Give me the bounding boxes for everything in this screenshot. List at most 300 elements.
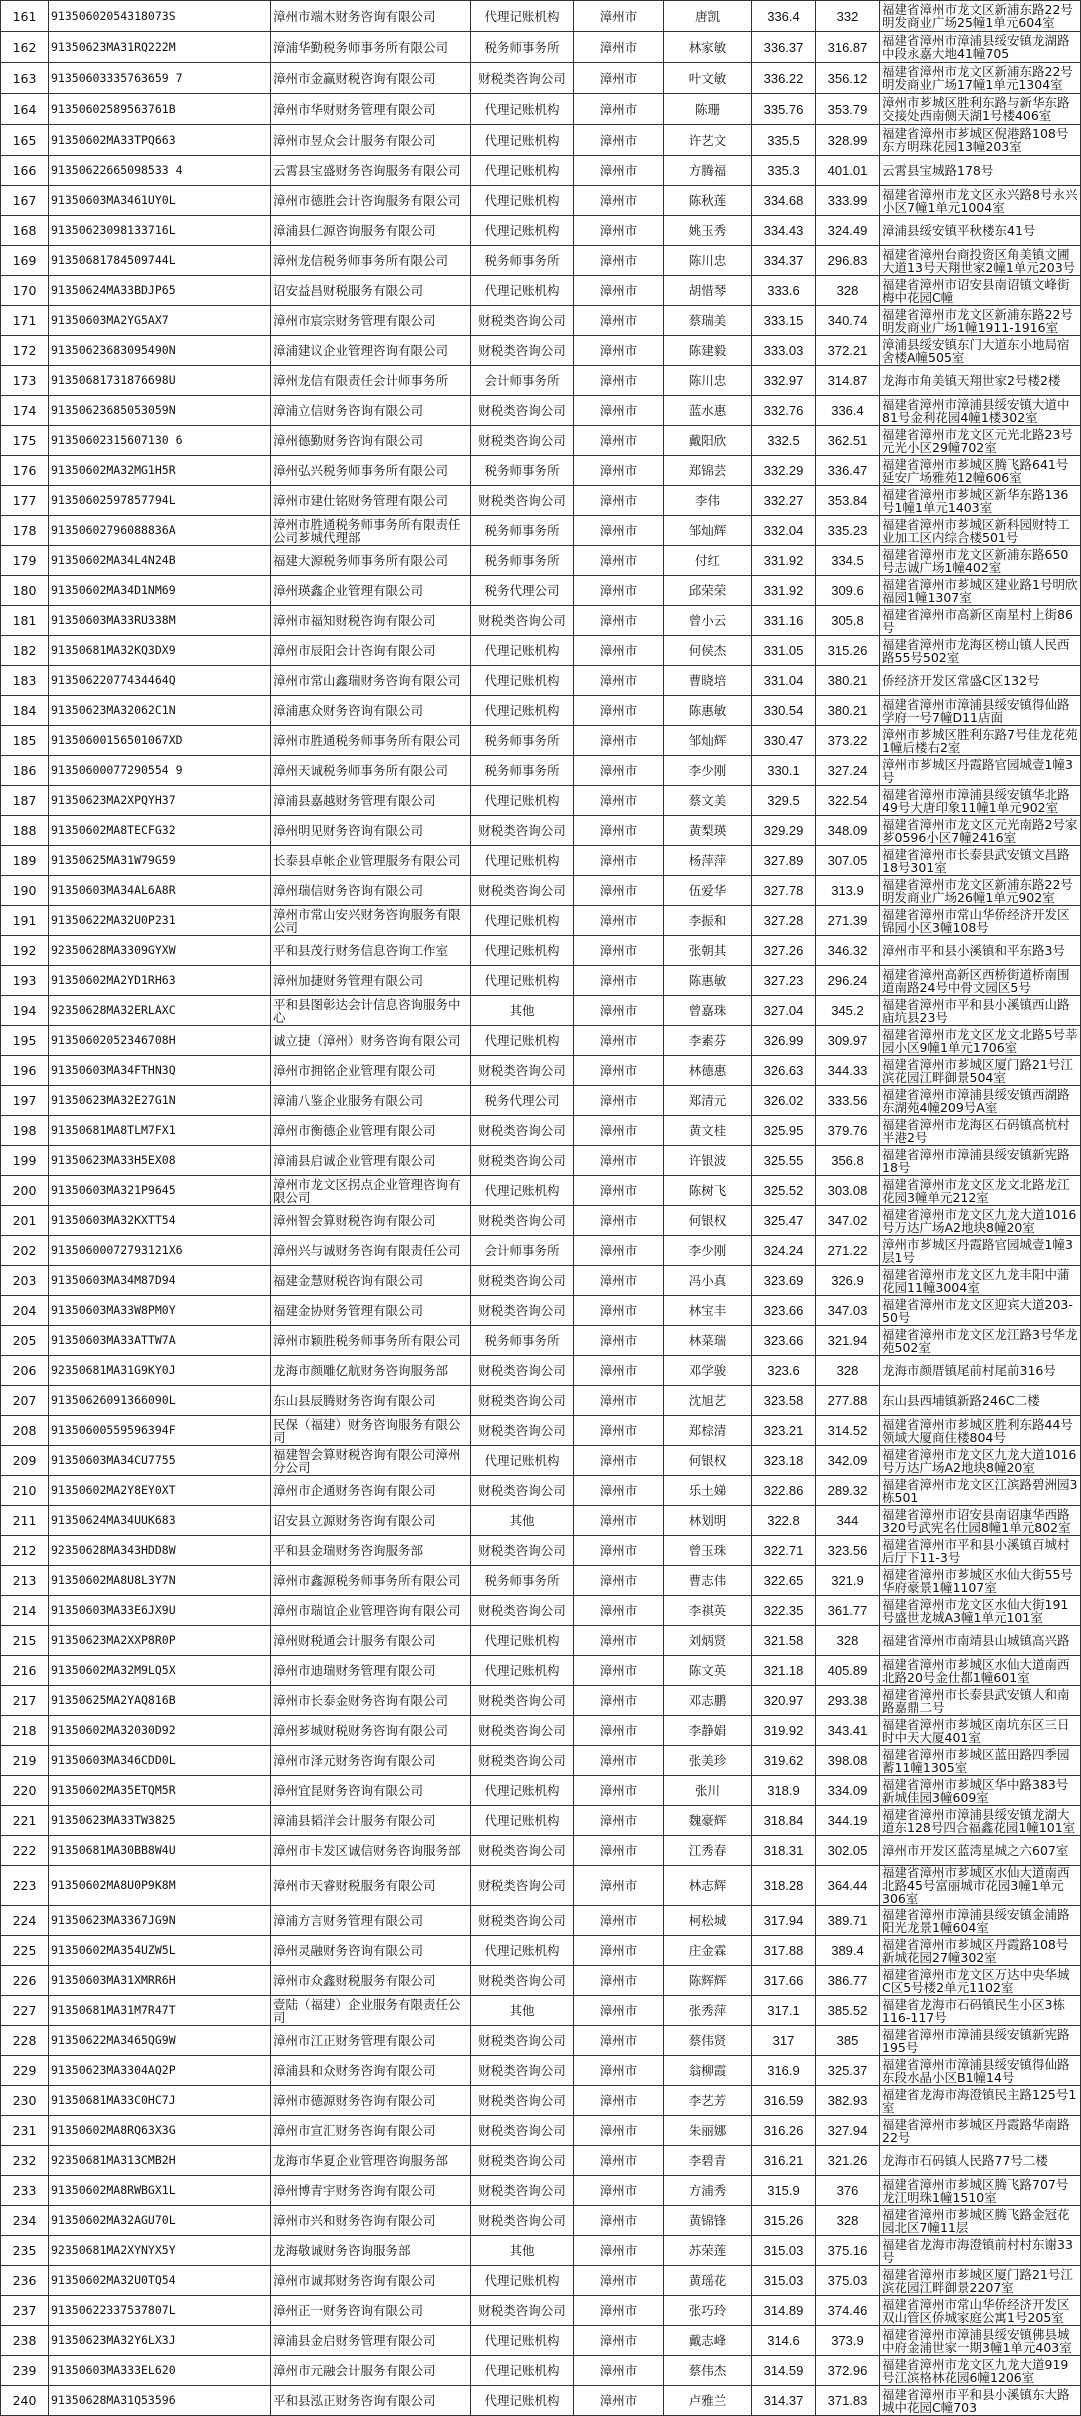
city-cell: 漳州市: [574, 2266, 664, 2296]
credit-code-cell: 91350603MA3461UY0L: [49, 186, 271, 216]
city-cell: 漳州市: [574, 546, 664, 576]
table-row: [1, 606, 1081, 636]
org-type-cell: 财税类咨询公司: [471, 1536, 574, 1566]
address-cell: 福建省漳州市芗城区水仙大街55号华府豪景1幢1107室: [880, 1566, 1081, 1596]
company-name-cell: 漳州市宸宗财务管理有限公司: [271, 306, 471, 336]
table-row: [1, 1906, 1081, 1936]
credit-code-cell: 91350602315607130 6: [49, 426, 271, 456]
city-cell: 漳州市: [574, 1146, 664, 1176]
score-cell: 318.9: [752, 1776, 816, 1806]
table-row: [1, 576, 1081, 606]
person-cell: 江秀春: [664, 1836, 752, 1866]
row-number-cell: 195: [1, 1026, 49, 1056]
company-name-cell: 漳州博青宇财务咨询有限公司: [271, 2176, 471, 2206]
value-cell: 336.4: [816, 396, 880, 426]
table-row: [1, 2236, 1081, 2266]
address-cell: 福建省漳州市芗城区厦门路21号江滨花园江畔御景504室: [880, 1056, 1081, 1086]
address-cell: 福建省漳州市芗城区腾飞路641号延安广场雅苑12幢606室: [880, 456, 1081, 486]
person-cell: 黄梨瑛: [664, 816, 752, 846]
row-number-cell: 207: [1, 1386, 49, 1416]
address-cell: 东山县西埔镇新路246C二楼: [880, 1386, 1081, 1416]
company-name-cell: 漳州市迪瑞财务管理有限公司: [271, 1656, 471, 1686]
table-row: [1, 1936, 1081, 1966]
city-cell: 漳州市: [574, 2026, 664, 2056]
row-number-cell: 238: [1, 2326, 49, 2356]
row-number-cell: 217: [1, 1686, 49, 1716]
address-cell: 漳州市开发区蓝湾星城之六607室: [880, 1836, 1081, 1866]
value-cell: 327.24: [816, 756, 880, 786]
value-cell: 328: [816, 1356, 880, 1386]
city-cell: 漳州市: [574, 1596, 664, 1626]
credit-code-cell: 91350602MA8U8L3Y7N: [49, 1566, 271, 1596]
person-cell: 蔡伟贤: [664, 2026, 752, 2056]
city-cell: 漳州市: [574, 1836, 664, 1866]
person-cell: 苏荣莲: [664, 2236, 752, 2266]
address-cell: 福建省漳州市芗城区华中路383号新城佳园3幢609室: [880, 1776, 1081, 1806]
org-type-cell: 代理记账机构: [471, 1806, 574, 1836]
row-number-cell: 183: [1, 666, 49, 696]
company-name-cell: 漳州宜昆财务咨询有限公司: [271, 1776, 471, 1806]
row-number-cell: 200: [1, 1176, 49, 1206]
score-cell: 333.03: [752, 336, 816, 366]
org-type-cell: 财税类咨询公司: [471, 1866, 574, 1906]
city-cell: 漳州市: [574, 1386, 664, 1416]
score-cell: 331.05: [752, 636, 816, 666]
row-number-cell: 161: [1, 1, 49, 32]
company-name-cell: 漳州市胜通税务师事务所有限公司: [271, 726, 471, 756]
value-cell: 353.84: [816, 486, 880, 516]
score-cell: 331.16: [752, 606, 816, 636]
row-number-cell: 178: [1, 516, 49, 546]
credit-code-cell: 91350624MA34UUK683: [49, 1506, 271, 1536]
address-cell: 福建省漳州市常山华侨经济开发区双山管区侨城家庭公寓1号205室: [880, 2296, 1081, 2326]
table-row: [1, 1776, 1081, 1806]
company-name-cell: 漳州市常山鑫瑞财务咨询有限公司: [271, 666, 471, 696]
company-name-cell: 平和县图彰达会计信息咨询服务中心: [271, 996, 471, 1026]
credit-code-cell: 91350600559596394F: [49, 1416, 271, 1446]
org-type-cell: 财税类咨询公司: [471, 1686, 574, 1716]
person-cell: 伍爱华: [664, 876, 752, 906]
row-number-cell: 172: [1, 336, 49, 366]
org-type-cell: 税务师事务所: [471, 756, 574, 786]
credit-code-cell: 91350623685053059N: [49, 396, 271, 426]
person-cell: 林志辉: [664, 1866, 752, 1906]
row-number-cell: 213: [1, 1566, 49, 1596]
address-cell: 福建省漳州市漳浦县绥安镇华北路49号大唐印象11幢1单元902室: [880, 786, 1081, 816]
credit-code-cell: 91350603335763659 7: [49, 63, 271, 94]
org-type-cell: 代理记账机构: [471, 125, 574, 156]
org-type-cell: 代理记账机构: [471, 2326, 574, 2356]
org-type-cell: 代理记账机构: [471, 1776, 574, 1806]
row-number-cell: 219: [1, 1746, 49, 1776]
company-name-cell: 漳州市瑞谊企业管理咨询有限公司: [271, 1596, 471, 1626]
score-cell: 327.04: [752, 996, 816, 1026]
value-cell: 371.83: [816, 2386, 880, 2416]
person-cell: 何银权: [664, 1446, 752, 1476]
address-cell: 福建省漳州市芗城区南坑东区三日时中天大厦401室: [880, 1716, 1081, 1746]
city-cell: 漳州市: [574, 276, 664, 306]
person-cell: 方腾福: [664, 156, 752, 186]
value-cell: 344.19: [816, 1806, 880, 1836]
org-type-cell: 税务师事务所: [471, 1566, 574, 1596]
org-type-cell: 税务师事务所: [471, 1326, 574, 1356]
org-type-cell: 其他: [471, 1506, 574, 1536]
company-name-cell: 漳州市诚邦财务咨询有限公司: [271, 2266, 471, 2296]
score-cell: 317: [752, 2026, 816, 2056]
company-name-cell: 漳州市辰阳会计咨询有限公司: [271, 636, 471, 666]
company-name-cell: 福建金慧财税咨询有限公司: [271, 1266, 471, 1296]
value-cell: 321.9: [816, 1566, 880, 1596]
company-name-cell: 漳州明见财务咨询有限公司: [271, 816, 471, 846]
value-cell: 382.93: [816, 2086, 880, 2116]
company-name-cell: 长泰县卓帐企业管理服务有限公司: [271, 846, 471, 876]
org-type-cell: 代理记账机构: [471, 846, 574, 876]
org-type-cell: 财税类咨询公司: [471, 63, 574, 94]
value-cell: 305.8: [816, 606, 880, 636]
row-number-cell: 240: [1, 2386, 49, 2416]
address-cell: 福建省漳州市芗城区水仙大道南西北路45号富丽城市花园3幢1单元306室: [880, 1866, 1081, 1906]
org-type-cell: 代理记账机构: [471, 276, 574, 306]
person-cell: 李伟: [664, 486, 752, 516]
row-number-cell: 176: [1, 456, 49, 486]
person-cell: 李素芬: [664, 1026, 752, 1056]
credit-code-cell: 91350603MA33ATTW7A: [49, 1326, 271, 1356]
credit-code-cell: 91350603MA2YG5AX7: [49, 306, 271, 336]
value-cell: 401.01: [816, 156, 880, 186]
city-cell: 漳州市: [574, 2356, 664, 2386]
city-cell: 漳州市: [574, 2206, 664, 2236]
score-cell: 333.6: [752, 276, 816, 306]
person-cell: 杨萍萍: [664, 846, 752, 876]
person-cell: 庄金霖: [664, 1936, 752, 1966]
address-cell: 福建省漳州市漳浦县绥安镇新宪路18号: [880, 1146, 1081, 1176]
city-cell: 漳州市: [574, 186, 664, 216]
city-cell: 漳州市: [574, 1566, 664, 1596]
address-cell: 龙海市颜厝镇尾前村尾前316号: [880, 1356, 1081, 1386]
city-cell: 漳州市: [574, 2326, 664, 2356]
value-cell: 344: [816, 1506, 880, 1536]
org-type-cell: 财税类咨询公司: [471, 2176, 574, 2206]
company-name-cell: 漳州天诚税务师事务所有限公司: [271, 756, 471, 786]
value-cell: 328: [816, 2206, 880, 2236]
credit-code-cell: 91350623MA2XPQYH37: [49, 786, 271, 816]
city-cell: 漳州市: [574, 2056, 664, 2086]
credit-code-cell: 91350623MA32062C1N: [49, 696, 271, 726]
row-number-cell: 189: [1, 846, 49, 876]
address-cell: 福建省漳州市龙文区新浦东路22号明发商业广场25幢1单元604室: [880, 1, 1081, 32]
company-name-cell: 漳州市企通财务咨询有限公司: [271, 1476, 471, 1506]
city-cell: 漳州市: [574, 426, 664, 456]
table-row: [1, 1056, 1081, 1086]
score-cell: 323.18: [752, 1446, 816, 1476]
org-type-cell: 代理记账机构: [471, 1, 574, 32]
city-cell: 漳州市: [574, 2176, 664, 2206]
address-cell: 福建省漳州市芗城区腾飞路707号龙江明珠1幢1510室: [880, 2176, 1081, 2206]
score-cell: 332.27: [752, 486, 816, 516]
credit-code-cell: 91350602MA32MG1H5R: [49, 456, 271, 486]
address-cell: 漳州市平和县小溪镇和平东路3号: [880, 936, 1081, 966]
value-cell: 361.77: [816, 1596, 880, 1626]
row-number-cell: 193: [1, 966, 49, 996]
address-cell: 福建省漳州市漳浦县绥安镇金浦路阳光龙景1幢604室: [880, 1906, 1081, 1936]
org-type-cell: 财税类咨询公司: [471, 2056, 574, 2086]
table-row: [1, 63, 1081, 94]
city-cell: 漳州市: [574, 1966, 664, 1996]
table-row: [1, 306, 1081, 336]
score-cell: 317.1: [752, 1996, 816, 2026]
address-cell: 福建省漳州市芗城区丹霞路108号新城花园27幢302室: [880, 1936, 1081, 1966]
company-name-cell: 漳州市胜通税务师事务所有限责任公司芗城代理部: [271, 516, 471, 546]
table-row: [1, 1266, 1081, 1296]
org-type-cell: 代理记账机构: [471, 906, 574, 936]
value-cell: 373.9: [816, 2326, 880, 2356]
credit-code-cell: 91350681784509744L: [49, 246, 271, 276]
org-type-cell: 代理记账机构: [471, 94, 574, 125]
company-name-cell: 漳州市卡发区诚信财务咨询服务部: [271, 1836, 471, 1866]
org-type-cell: 财税类咨询公司: [471, 2026, 574, 2056]
address-cell: 福建省漳州市龙海区榜山镇人民西路55号502室: [880, 636, 1081, 666]
company-name-cell: 漳州市泽元财务咨询有限公司: [271, 1746, 471, 1776]
value-cell: 302.05: [816, 1836, 880, 1866]
credit-code-cell: 91350602597857794L: [49, 486, 271, 516]
value-cell: 328: [816, 1626, 880, 1656]
value-cell: 325.37: [816, 2056, 880, 2086]
address-cell: 漳州市芗城区丹霞路官园城壹1幢3层1号: [880, 1236, 1081, 1266]
person-cell: 郑锦芸: [664, 456, 752, 486]
company-name-cell: 漳浦立信财务咨询有限公司: [271, 396, 471, 426]
city-cell: 漳州市: [574, 1056, 664, 1086]
city-cell: 漳州市: [574, 1086, 664, 1116]
company-name-cell: 漳州市拥铭企业管理有限公司: [271, 1056, 471, 1086]
table-row: [1, 456, 1081, 486]
credit-code-cell: 91350623MA32E27G1N: [49, 1086, 271, 1116]
value-cell: 324.49: [816, 216, 880, 246]
address-cell: 福建省漳州市龙文区龙文北路5号莘园小区9幢1单元1706室: [880, 1026, 1081, 1056]
table-row: [1, 1026, 1081, 1056]
value-cell: 344.33: [816, 1056, 880, 1086]
company-name-cell: 漳州市长泰金财务咨询有限公司: [271, 1686, 471, 1716]
org-type-cell: 代理记账机构: [471, 666, 574, 696]
org-type-cell: 财税类咨询公司: [471, 2296, 574, 2326]
score-cell: 327.28: [752, 906, 816, 936]
city-cell: 漳州市: [574, 94, 664, 125]
score-cell: 319.62: [752, 1746, 816, 1776]
score-cell: 330.54: [752, 696, 816, 726]
row-number-cell: 191: [1, 906, 49, 936]
score-cell: 332.5: [752, 426, 816, 456]
row-number-cell: 199: [1, 1146, 49, 1176]
address-cell: 福建省漳州市常山华侨经济开发区锦园小区3幢108号: [880, 906, 1081, 936]
credit-code-cell: 92350681MA2XYNYX5Y: [49, 2236, 271, 2266]
value-cell: 296.24: [816, 966, 880, 996]
city-cell: 漳州市: [574, 1116, 664, 1146]
credit-code-cell: 91350626091366090L: [49, 1386, 271, 1416]
credit-code-cell: 91350602052346708H: [49, 1026, 271, 1056]
row-number-cell: 171: [1, 306, 49, 336]
org-type-cell: 代理记账机构: [471, 156, 574, 186]
company-name-cell: 漳州德勤财务咨询有限公司: [271, 426, 471, 456]
score-cell: 336.4: [752, 1, 816, 32]
org-type-cell: 财税类咨询公司: [471, 1296, 574, 1326]
city-cell: 漳州市: [574, 876, 664, 906]
value-cell: 335.23: [816, 516, 880, 546]
person-cell: 许艺文: [664, 125, 752, 156]
row-number-cell: 209: [1, 1446, 49, 1476]
score-cell: 319.92: [752, 1716, 816, 1746]
person-cell: 乐土娣: [664, 1476, 752, 1506]
address-cell: 福建省漳州市龙文区元光南路2号家芗0596小区7幢2416室: [880, 816, 1081, 846]
row-number-cell: 224: [1, 1906, 49, 1936]
address-cell: 福建省漳州市漳浦县绥安镇龙湖大道东128号四合福鑫花园1幢101室: [880, 1806, 1081, 1836]
address-cell: 福建省漳州市龙文区水仙大街191号盛世龙城A3幢1单元101室: [880, 1596, 1081, 1626]
table-row: [1, 2086, 1081, 2116]
org-type-cell: 财税类咨询公司: [471, 1056, 574, 1086]
credit-code-cell: 91350602MA2Y8EY0XT: [49, 1476, 271, 1506]
org-type-cell: 财税类咨询公司: [471, 1416, 574, 1446]
city-cell: 漳州市: [574, 1806, 664, 1836]
table-row: [1, 1296, 1081, 1326]
org-type-cell: 财税类咨询公司: [471, 1116, 574, 1146]
value-cell: 316.87: [816, 32, 880, 63]
city-cell: 漳州市: [574, 606, 664, 636]
credit-code-cell: 91350602MA8RWBGX1L: [49, 2176, 271, 2206]
score-cell: 316.9: [752, 2056, 816, 2086]
table-row: [1, 366, 1081, 396]
table-row: [1, 1476, 1081, 1506]
address-cell: 福建省漳州市芗城区胜利东路44号领域大厦商住楼804号: [880, 1416, 1081, 1446]
table-row: [1, 726, 1081, 756]
score-cell: 335.5: [752, 125, 816, 156]
company-name-cell: 漳浦县启诚企业管理有限公司: [271, 1146, 471, 1176]
table-row: [1, 1506, 1081, 1536]
org-type-cell: 财税类咨询公司: [471, 1746, 574, 1776]
score-cell: 326.99: [752, 1026, 816, 1056]
org-type-cell: 税务代理公司: [471, 576, 574, 606]
value-cell: 315.26: [816, 636, 880, 666]
score-cell: 331.04: [752, 666, 816, 696]
table-row: [1, 1356, 1081, 1386]
person-cell: 陈树飞: [664, 1176, 752, 1206]
org-type-cell: 财税类咨询公司: [471, 816, 574, 846]
value-cell: 334.5: [816, 546, 880, 576]
address-cell: 福建省漳州市龙文区新浦东路22号明发商业广场26幢1单元902室: [880, 876, 1081, 906]
score-cell: 335.76: [752, 94, 816, 125]
address-cell: 福建省漳州市龙文区江滨路碧洲园3栋501: [880, 1476, 1081, 1506]
credit-code-cell: 91350625MA31W79G59: [49, 846, 271, 876]
value-cell: 289.32: [816, 1476, 880, 1506]
credit-code-cell: 91350603MA33E6JX9U: [49, 1596, 271, 1626]
score-cell: 314.89: [752, 2296, 816, 2326]
row-number-cell: 214: [1, 1596, 49, 1626]
value-cell: 296.83: [816, 246, 880, 276]
person-cell: 林家敏: [664, 32, 752, 63]
score-cell: 316.59: [752, 2086, 816, 2116]
row-number-cell: 185: [1, 726, 49, 756]
company-name-cell: 诚立捷（漳州）财务咨询有限公司: [271, 1026, 471, 1056]
row-number-cell: 169: [1, 246, 49, 276]
address-cell: 漳州市芗城区胜利东路7号佳龙花苑1幢后楼右2室: [880, 726, 1081, 756]
address-cell: 福建省漳州市芗城区水仙大道南西北路20号金仕都1幢601室: [880, 1656, 1081, 1686]
address-cell: 漳州市芗城区丹霞路官园城壹1幢3号: [880, 756, 1081, 786]
row-number-cell: 211: [1, 1506, 49, 1536]
person-cell: 陈惠敏: [664, 696, 752, 726]
city-cell: 漳州市: [574, 2296, 664, 2326]
company-name-cell: 漳州市天睿财税服务有限公司: [271, 1866, 471, 1906]
org-type-cell: 财税类咨询公司: [471, 606, 574, 636]
row-number-cell: 234: [1, 2206, 49, 2236]
org-type-cell: 代理记账机构: [471, 216, 574, 246]
company-name-cell: 漳州瑞信财务咨询有限公司: [271, 876, 471, 906]
person-cell: 魏豪辉: [664, 1806, 752, 1836]
credit-code-cell: 91350622MA32U0P231: [49, 906, 271, 936]
person-cell: 何侯杰: [664, 636, 752, 666]
score-cell: 334.37: [752, 246, 816, 276]
person-cell: 陈惠敏: [664, 966, 752, 996]
org-type-cell: 财税类咨询公司: [471, 336, 574, 366]
table-row: [1, 1, 1081, 32]
org-type-cell: 代理记账机构: [471, 186, 574, 216]
city-cell: 漳州市: [574, 32, 664, 63]
city-cell: 漳州市: [574, 726, 664, 756]
company-name-cell: 漳州市众鑫财税服务有限公司: [271, 1966, 471, 1996]
city-cell: 漳州市: [574, 486, 664, 516]
score-cell: 321.18: [752, 1656, 816, 1686]
city-cell: 漳州市: [574, 396, 664, 426]
value-cell: 362.51: [816, 426, 880, 456]
row-number-cell: 237: [1, 2296, 49, 2326]
row-number-cell: 227: [1, 1996, 49, 2026]
city-cell: 漳州市: [574, 1996, 664, 2026]
person-cell: 李祺英: [664, 1596, 752, 1626]
credit-code-cell: 91350602MA8TECFG32: [49, 816, 271, 846]
table-row: [1, 546, 1081, 576]
org-type-cell: 财税类咨询公司: [471, 1356, 574, 1386]
row-number-cell: 190: [1, 876, 49, 906]
company-name-cell: 漳州市江正财务管理有限公司: [271, 2026, 471, 2056]
score-cell: 320.97: [752, 1686, 816, 1716]
city-cell: 漳州市: [574, 2236, 664, 2266]
company-name-cell: 壹陆（福建）企业服务有限责任公司: [271, 1996, 471, 2026]
value-cell: 336.47: [816, 456, 880, 486]
table-row: [1, 846, 1081, 876]
table-row: [1, 1686, 1081, 1716]
city-cell: 漳州市: [574, 1026, 664, 1056]
credit-code-cell: 92350628MA3309GYXW: [49, 936, 271, 966]
address-cell: 福建省漳州市龙文区万达中央华城C区5号楼2单元1102室: [880, 1966, 1081, 1996]
org-type-cell: 税务代理公司: [471, 1086, 574, 1116]
city-cell: 漳州市: [574, 1176, 664, 1206]
row-number-cell: 212: [1, 1536, 49, 1566]
company-name-cell: 诏安县立源财务咨询有限公司: [271, 1506, 471, 1536]
table-row: [1, 2326, 1081, 2356]
person-cell: 卢雅兰: [664, 2386, 752, 2416]
person-cell: 邹灿辉: [664, 516, 752, 546]
city-cell: 漳州市: [574, 306, 664, 336]
company-name-cell: 漳州市建仕铭财务管理有限公司: [271, 486, 471, 516]
table-row: [1, 2296, 1081, 2326]
table-row: [1, 696, 1081, 726]
company-name-cell: 漳州市衡德企业管理有限公司: [271, 1116, 471, 1146]
address-cell: 福建省漳州市龙文区新浦东路22号明发商业广场1幢1911-1916室: [880, 306, 1081, 336]
score-cell: 315.26: [752, 2206, 816, 2236]
person-cell: 林菜瑞: [664, 1326, 752, 1356]
company-name-cell: 漳州弘兴税务师事务所有限公司: [271, 456, 471, 486]
city-cell: 漳州市: [574, 1446, 664, 1476]
table-row: [1, 1116, 1081, 1146]
value-cell: 309.97: [816, 1026, 880, 1056]
company-name-cell: 平和县泓正财务咨询有限公司: [271, 2386, 471, 2416]
address-cell: 福建省漳州高新区西桥街道桥南围道南路24号中骨文园区5号: [880, 966, 1081, 996]
